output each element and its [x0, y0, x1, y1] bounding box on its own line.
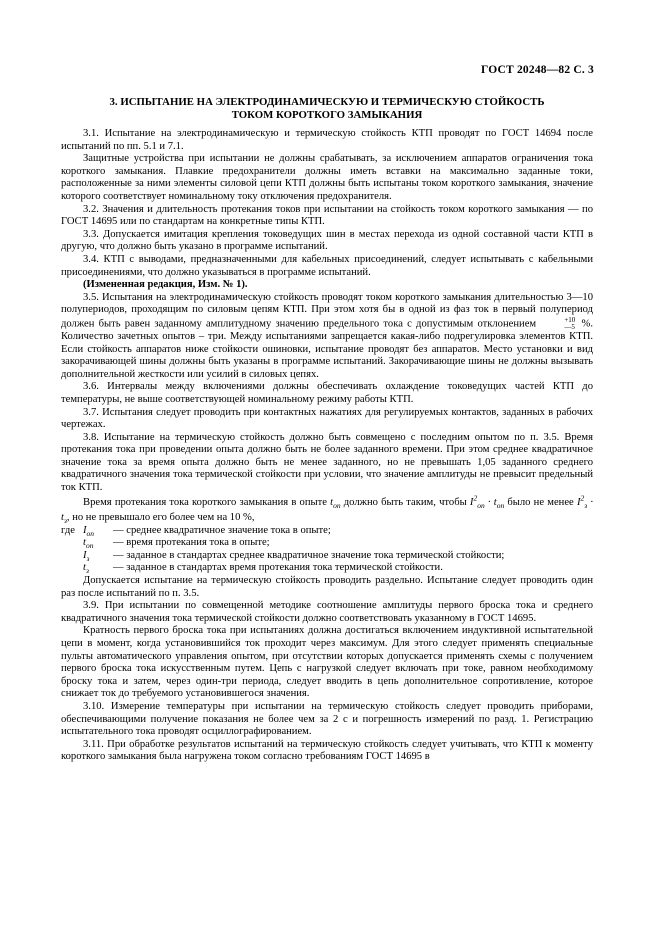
amendment-note: (Измененная редакция, Изм. № 1). — [83, 279, 248, 291]
formula-t-op: $t_{оп}$ — [330, 496, 341, 510]
definitions-where: где — [61, 524, 75, 536]
definition-row — [61, 562, 593, 575]
definitions-list — [61, 525, 593, 575]
time-text-c: было не менее — [507, 496, 574, 508]
definition-text: — заданное в стандартах среднее квадратичное значение тока термической стойкости; — [113, 549, 505, 561]
paragraph-3-5-part-a: 3.5. Испытания на электродинамическую стойкость проводят током короткого замыкания длительностью 3—10 полупериодов, проходящим по силовым цепям КТП. При этом хотя бы в одной из фаз ток в первый полупериод должен быть равен заданному амплитудному значению предельного тока с допустимым отклонением — [61, 291, 593, 330]
running-title: ГОСТ 20248—82 С. 3 — [481, 64, 594, 76]
paragraph-3-9: 3.9. При испытании по совмещенной методике соотношение амплитуды первого броска тока и среднего квадратичного значения тока термической стойкости должно соответствовать указанному в ГОСТ 14695. — [61, 600, 593, 624]
definition-row — [61, 537, 593, 550]
section-title — [61, 96, 593, 121]
time-text-b: должно быть таким, чтобы — [343, 496, 467, 508]
tolerance-lower: —5 — [564, 322, 575, 331]
paragraph-3-8: 3.8. Испытание на термическую стойкость должно быть совмещено с последним опытом по п. 3.5. Время протекания тока при проведении опыта должно быть не более заданного времени. При этом среднее квадратичное значение тока за время опыта должно быть не менее заданного, но не превышать 1,05 заданного среднего квадратичного значения тока термической стойкости при условии, что значение амплитуды не превысит предельный ток КТП. — [61, 431, 593, 494]
formula-i2t-z: $I^2_з \cdot t_з$ — [61, 493, 593, 525]
definition-row — [61, 525, 593, 538]
paragraph-3-3: 3.3. Допускается имитация крепления токоведущих шин в местах перехода из одной составной части КТП в другую, что должно быть указано в программе испытаний. — [61, 228, 593, 253]
paragraph-3-9-inrush: Кратность первого броска тока при испытаниях должна достигаться включением индуктивной испытательной цепи в момент, когда установившийся ток проходит через максимум. Для этого следует применять специальные пульты автоматического управления опытом, при отсутствии которых допускается применять схемы с получением первого броска тока искусственным путем. Цепь с нагрузкой следует включать при токе, равном необходимому броску тока и затем, через один-три периода, следует вводить в цепь дополнительное сопротивление, которое снижает ток до требуемого установившегося значения. — [61, 625, 593, 700]
definition-symbol: $I_{оп}$ — [83, 524, 95, 538]
formula-i2t-op: $I^2_{оп} \cdot t_{оп}$ — [469, 493, 505, 510]
paragraph-3-8-separate: Допускается испытание на термическую стойкость проводить раздельно. Испытание следует проводить один раз после испытаний по п. 3.5. — [61, 575, 593, 599]
definition-text: — время протекания тока в опыте; — [113, 537, 270, 549]
paragraph-3-5 — [61, 292, 593, 382]
section-title-line-2: ТОКОМ КОРОТКОГО ЗАМЫКАНИЯ — [231, 108, 423, 121]
paragraph-3-5-part-b: %. Количество зачетных опытов – три. Между испытаниями запрещается какая-либо подрегулировка элементов КТП. Если стойкость аппаратов ниже стойкости ошиновки, испытание проводят без аппаратов. Место установки и вид закорачивающей шины должны быть указаны в программе испытаний. Закорачивающие шины не должны вызывать дополнительной жесткости или усилий в силовых цепях. — [61, 318, 594, 380]
definition-symbol: $t_з$ — [83, 562, 89, 576]
paragraph-3-1: 3.1. Испытание на электродинамическую и термическую стойкость КТП проводят по ГОСТ 14694 после испытаний по пп. 5.1 и 7.1. — [61, 128, 593, 152]
time-text-a: Время протекания тока короткого замыкания в опыте — [83, 496, 327, 508]
paragraph-3-8-time — [61, 495, 593, 525]
paragraph-3-10: 3.10. Измерение температуры при испытании на термическую стойкость следует проводить приборами, обеспечивающими получение показания не более чем за 2 с и погрешность измерений по разд. 1. Регистрацию испытательного тока проводят осциллографированием. — [61, 700, 593, 738]
definition-symbol: $t_{оп}$ — [83, 537, 94, 551]
document-body — [61, 128, 593, 764]
definition-text: — среднее квадратичное значение тока в опыте; — [113, 524, 331, 536]
definition-symbol: $I_з$ — [83, 549, 90, 563]
definition-text: — заданное в стандартах время протекания тока термической стойкости. — [113, 562, 443, 574]
paragraph-3-2: 3.2. Значения и длительность протекания токов при испытании на стойкость током короткого замыкания — по ГОСТ 14695 или по стандартам на конкретные типы КТП. — [61, 203, 593, 228]
paragraph-3-6: 3.6. Интервалы между включениями должны обеспечивать охлаждение токоведущих частей КТП до температуры, не выше соответствующей номинальному режиму работы КТП. — [61, 381, 593, 405]
tolerance-fraction — [542, 317, 575, 331]
definition-row — [61, 550, 593, 563]
paragraph-3-7: 3.7. Испытания следует проводить при контактных нажатиях для регулируемых контактов, заданных в рабочих чертежах. — [61, 406, 593, 431]
section-title-line-1: 3. ИСПЫТАНИЕ НА ЭЛЕКТРОДИНАМИЧЕСКУЮ И ТЕРМИЧЕСКУЮ СТОЙКОСТЬ — [109, 96, 545, 108]
time-text-d: , но не превышало его более чем на 10 %, — [66, 511, 255, 523]
tolerance-upper: +10 — [564, 315, 576, 324]
paragraph-3-11: 3.11. При обработке результатов испытаний на термическую стойкость следует учитывать, что КТП к моменту короткого замыкания была нагружена током согласно требованиям ГОСТ 14695 в — [61, 738, 593, 763]
paragraph-3-1-protection: Защитные устройства при испытании не должны срабатывать, за исключением аппаратов ограничения тока короткого замыкания. Плавкие предохранители должны иметь вставки на максимально заданные токи, расположенные за ними элементы силовой цепи КТП должны быть испытаны током короткого замыкания, значение которого соответствует номинальному току отключения предохранителя. — [61, 153, 593, 202]
paragraph-3-4: 3.4. КТП с выводами, предназначенными для кабельных присоединений, следует испытывать с кабельными присоединениями, что должно указываться в программе испытаний. — [61, 253, 593, 278]
